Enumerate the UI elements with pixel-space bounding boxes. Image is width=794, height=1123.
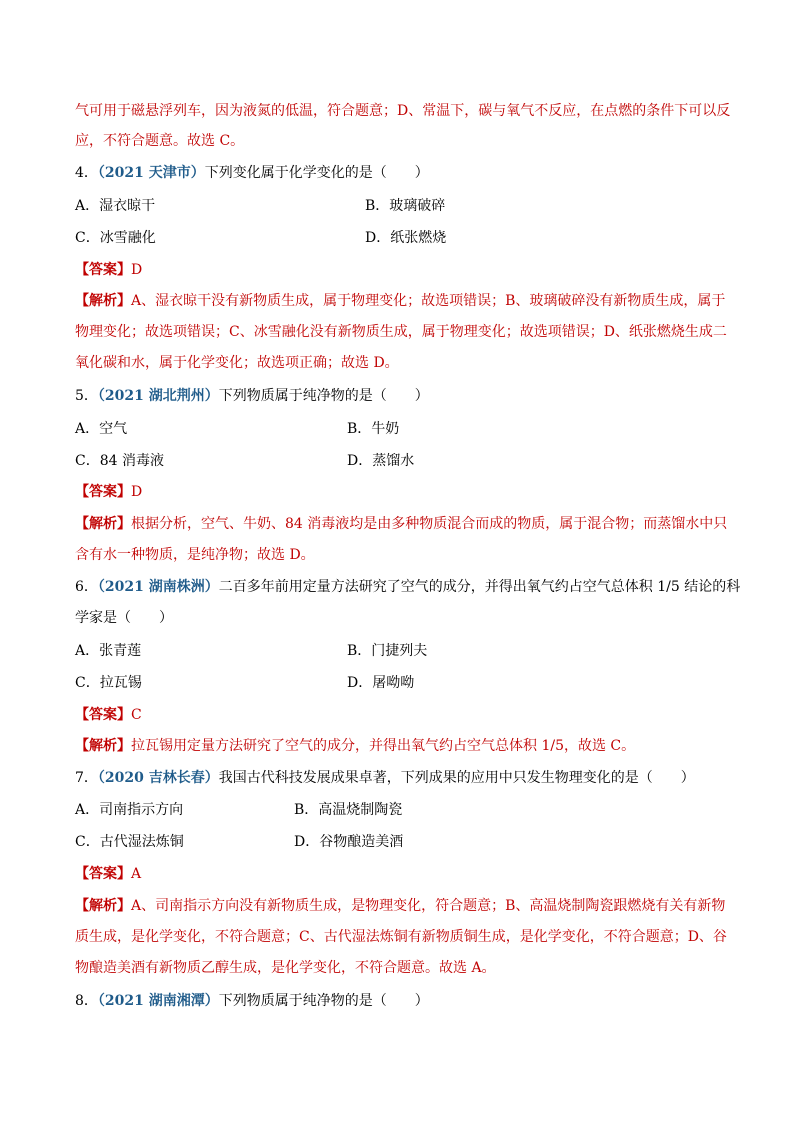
question-8-stem — [75, 991, 429, 1011]
question-source: （2021 天津市） — [97, 165, 205, 181]
answer-label: 【答案】 — [75, 866, 131, 882]
explanation-line: 物酿造美酒有新物质乙醇生成，是化学变化，不符合题意。故选 A。 — [75, 960, 496, 976]
answer-value: A — [131, 866, 142, 882]
question-5-stem — [75, 386, 429, 406]
explanation-line: 氧化碳和水，属于化学变化；故选项正确；故选 D。 — [75, 355, 399, 371]
explanation-text: 根据分析，空气、牛奶、84 消毒液均是由多种物质混合而成的物质，属于混合物；而蒸馏水中只 — [131, 516, 728, 532]
question-text-cont: 学家是（ ） — [75, 610, 173, 626]
question-text: 下列物质属于纯净物的是（ ） — [218, 388, 429, 404]
explanation-text: 拉瓦锡用定量方法研究了空气的成分，并得出氧气约占空气总体积 1/5，故选 C。 — [131, 738, 636, 754]
answer — [75, 864, 141, 884]
question-number: 8． — [75, 993, 98, 1009]
option-d: D．屠呦呦 — [347, 675, 415, 691]
answer-label: 【答案】 — [75, 262, 131, 278]
explanation-line: 物理变化；故选项错误；C、冰雪融化没有新物质生成，属于物理变化；故选项错误；D、纸张燃烧生成二 — [75, 324, 727, 340]
explanation-label: 【解析】 — [75, 293, 131, 309]
question-source: （2020 吉林长春） — [97, 770, 219, 786]
option-c: C．84 消毒液 — [75, 453, 164, 469]
question-text: 下列物质属于纯净物的是（ ） — [218, 993, 429, 1009]
question-number: 6． — [75, 579, 98, 595]
question-text: 下列变化属于化学变化的是（ ） — [204, 165, 429, 181]
answer-label: 【答案】 — [75, 707, 131, 723]
answer-value: D — [131, 484, 143, 500]
explanation-line — [75, 291, 725, 311]
question-number: 7． — [75, 770, 98, 786]
explanation-label: 【解析】 — [75, 738, 131, 754]
answer — [75, 705, 142, 725]
answer-value: C — [131, 707, 142, 723]
option-c: C．古代湿法炼铜 — [75, 834, 184, 850]
option-c: C．冰雪融化 — [75, 230, 156, 246]
option-d: D．谷物酿造美酒 — [294, 834, 404, 850]
option-b: B．玻璃破碎 — [365, 198, 446, 214]
answer-label: 【答案】 — [75, 484, 131, 500]
explanation-label: 【解析】 — [75, 516, 131, 532]
option-d: D．纸张燃烧 — [365, 230, 447, 246]
explanation-line: 应，不符合题意。故选 C。 — [75, 133, 245, 149]
question-text: 二百多年前用定量方法研究了空气的成分，并得出氧气约占空气总体积 1/5 结论的科 — [218, 579, 741, 595]
option-c: C．拉瓦锡 — [75, 675, 142, 691]
option-a: A．湿衣晾干 — [75, 198, 156, 214]
option-b: B．高温烧制陶瓷 — [294, 802, 403, 818]
question-number: 4． — [75, 165, 98, 181]
explanation-text: A、湿衣晾干没有新物质生成，属于物理变化；故选项错误；B、玻璃破碎没有新物质生成，属于 — [131, 293, 726, 309]
explanation-line — [75, 896, 725, 916]
option-d: D．蒸馏水 — [347, 453, 415, 469]
question-text: 我国古代科技发展成果卓著，下列成果的应用中只发生物理变化的是（ ） — [218, 770, 695, 786]
question-6-stem — [75, 577, 740, 597]
explanation-line: 含有水一种物质，是纯净物；故选 D。 — [75, 547, 315, 563]
option-b: B．牛奶 — [347, 421, 400, 437]
option-a: A．张青莲 — [75, 643, 142, 659]
answer-value: D — [131, 262, 143, 278]
explanation-line — [75, 514, 727, 534]
answer — [75, 260, 142, 280]
question-7-stem — [75, 768, 695, 788]
question-source: （2021 湖南湘潭） — [97, 993, 219, 1009]
answer — [75, 482, 142, 502]
question-source: （2021 湖北荆州） — [97, 388, 219, 404]
explanation-text: A、司南指示方向没有新物质生成，是物理变化，符合题意；B、高温烧制陶瓷跟燃烧有关有新物 — [131, 898, 726, 914]
option-b: B．门捷列夫 — [347, 643, 428, 659]
question-source: （2021 湖南株洲） — [97, 579, 219, 595]
option-a: A．司南指示方向 — [75, 802, 184, 818]
explanation-line: 气可用于磁悬浮列车，因为液氮的低温，符合题意；D、常温下，碳与氧气不反应，在点燃的条件下可以反 — [75, 103, 731, 119]
question-4-stem — [75, 163, 429, 183]
explanation-line: 质生成，是化学变化，不符合题意；C、古代湿法炼铜有新物质铜生成，是化学变化，不符合题意；D、谷 — [75, 929, 727, 945]
question-number: 5． — [75, 388, 98, 404]
explanation-label: 【解析】 — [75, 898, 131, 914]
explanation-line — [75, 736, 635, 756]
option-a: A．空气 — [75, 421, 128, 437]
